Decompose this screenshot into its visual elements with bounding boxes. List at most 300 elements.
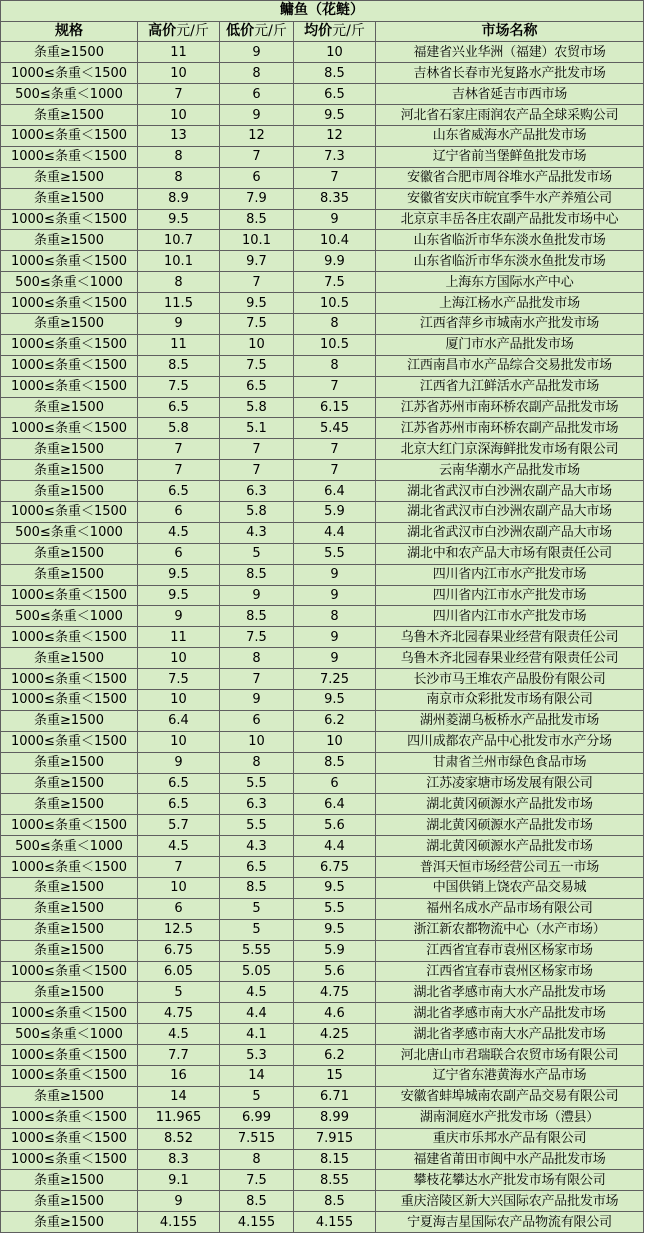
market-cell: 乌鲁木齐北园春果业经营有限责任公司 [376,648,644,669]
avg-price-cell: 6 [294,773,376,794]
market-cell: 安徽省蚌埠城南农副产品交易有限公司 [376,1086,644,1107]
spec-cell: 条重≥1500 [1,773,138,794]
avg-price-cell: 6.75 [294,857,376,878]
low-price-cell: 9 [220,690,294,711]
high-price-cell: 5.7 [138,815,220,836]
table-row [1,1003,644,1024]
market-cell: 安徽省安庆市皖宜季牛水产养殖公司 [376,188,644,209]
market-cell: 江西南昌市水产品综合交易批发市场 [376,355,644,376]
table-row [1,731,644,752]
table-row [1,1107,644,1128]
spec-cell: 1000≤条重＜1500 [1,627,138,648]
low-price-cell: 9 [220,42,294,63]
high-price-cell: 6 [138,898,220,919]
spec-cell: 1000≤条重＜1500 [1,1128,138,1149]
avg-price-cell: 8.5 [294,752,376,773]
high-price-cell: 9 [138,1191,220,1212]
market-cell: 湖北黄冈硕源水产品批发市场 [376,794,644,815]
market-cell: 云南华潮水产品批发市场 [376,460,644,481]
table-row [1,501,644,522]
spec-cell: 1000≤条重＜1500 [1,1003,138,1024]
spec-cell: 1000≤条重＜1500 [1,669,138,690]
low-price-cell: 10 [220,731,294,752]
market-cell: 福州名成水产品市场有限公司 [376,898,644,919]
low-price-cell: 5.5 [220,773,294,794]
market-cell: 湖北黄冈硕源水产品批发市场 [376,836,644,857]
avg-price-cell: 10.4 [294,230,376,251]
table-row [1,1024,644,1045]
avg-price-cell: 7 [294,376,376,397]
low-price-cell: 5 [220,543,294,564]
table-row [1,481,644,502]
high-price-cell: 9.5 [138,209,220,230]
table-row [1,460,644,481]
low-price-cell: 4.1 [220,1024,294,1045]
spec-cell: 500≤条重＜1000 [1,1024,138,1045]
spec-cell: 条重≥1500 [1,919,138,940]
table-row [1,105,644,126]
table-row [1,752,644,773]
avg-price-cell: 7 [294,167,376,188]
low-price-cell: 5.8 [220,501,294,522]
high-price-cell: 9.5 [138,585,220,606]
avg-price-cell: 9.5 [294,919,376,940]
market-cell: 四川省内江市水产批发市场 [376,585,644,606]
high-price-cell: 12.5 [138,919,220,940]
high-price-cell: 7 [138,84,220,105]
avg-price-cell: 5.5 [294,543,376,564]
avg-price-cell: 9 [294,585,376,606]
high-price-cell: 14 [138,1086,220,1107]
spec-cell: 条重≥1500 [1,1086,138,1107]
high-price-cell: 7.5 [138,376,220,397]
spec-cell: 条重≥1500 [1,878,138,899]
market-cell: 四川成都农产品中心批发市水产分场 [376,731,644,752]
market-cell: 中国供销上饶农产品交易城 [376,878,644,899]
market-cell: 湖州菱湖乌板桥水产品批发市场 [376,710,644,731]
high-price-cell: 9.1 [138,1170,220,1191]
table-row [1,63,644,84]
avg-price-cell: 7.25 [294,669,376,690]
header-low-unit: 元/斤 [254,22,287,39]
high-price-cell: 8 [138,272,220,293]
avg-price-cell: 6.15 [294,397,376,418]
high-price-cell: 8 [138,167,220,188]
avg-price-cell: 9.5 [294,690,376,711]
market-cell: 江苏省苏州市南环桥农副产品批发市场 [376,397,644,418]
avg-price-cell: 8 [294,606,376,627]
avg-price-cell: 8 [294,313,376,334]
table-row [1,606,644,627]
high-price-cell: 7 [138,460,220,481]
high-price-cell: 10 [138,63,220,84]
table-row [1,961,644,982]
market-cell: 山东省威海水产品批发市场 [376,125,644,146]
high-price-cell: 8.52 [138,1128,220,1149]
market-cell: 攀枝花攀达水产批发市场有限公司 [376,1170,644,1191]
high-price-cell: 9.5 [138,564,220,585]
table-row [1,898,644,919]
low-price-cell: 4.155 [220,1212,294,1233]
table-row [1,940,644,961]
high-price-cell: 11.5 [138,293,220,314]
avg-price-cell: 9 [294,627,376,648]
spec-cell: 条重≥1500 [1,898,138,919]
table-row [1,982,644,1003]
spec-cell: 1000≤条重＜1500 [1,501,138,522]
low-price-cell: 7 [220,439,294,460]
spec-cell: 条重≥1500 [1,648,138,669]
avg-price-cell: 5.6 [294,961,376,982]
avg-price-cell: 7.915 [294,1128,376,1149]
spec-cell: 1000≤条重＜1500 [1,251,138,272]
market-cell: 湖北省武汉市白沙洲农副产品大市场 [376,501,644,522]
avg-price-cell: 10.5 [294,334,376,355]
low-price-cell: 5.3 [220,1045,294,1066]
spec-cell: 条重≥1500 [1,794,138,815]
high-price-cell: 6.5 [138,773,220,794]
spec-cell: 条重≥1500 [1,1212,138,1233]
avg-price-cell: 6.4 [294,481,376,502]
table-row [1,355,644,376]
spec-cell: 条重≥1500 [1,42,138,63]
market-cell: 江西省宜春市袁州区杨家市场 [376,940,644,961]
low-price-cell: 4.3 [220,522,294,543]
high-price-cell: 8 [138,146,220,167]
high-price-cell: 13 [138,125,220,146]
table-row [1,313,644,334]
high-price-cell: 6.75 [138,940,220,961]
avg-price-cell: 7 [294,439,376,460]
avg-price-cell: 4.4 [294,522,376,543]
low-price-cell: 9 [220,585,294,606]
low-price-cell: 7.5 [220,355,294,376]
high-price-cell: 7 [138,857,220,878]
market-cell: 甘肃省兰州市绿色食品市场 [376,752,644,773]
spec-cell: 1000≤条重＜1500 [1,376,138,397]
low-price-cell: 7.5 [220,1170,294,1191]
market-cell: 河北省石家庄雨润农产品全球采购公司 [376,105,644,126]
spec-cell: 条重≥1500 [1,564,138,585]
table-title: 鳙鱼（花鲢） [1,1,644,22]
high-price-cell: 8.9 [138,188,220,209]
market-cell: 厦门市水产品批发市场 [376,334,644,355]
high-price-cell: 6.5 [138,397,220,418]
low-price-cell: 6.3 [220,481,294,502]
table-row [1,919,644,940]
market-cell: 吉林省长春市光复路水产批发市场 [376,63,644,84]
avg-price-cell: 8.35 [294,188,376,209]
high-price-cell: 4.5 [138,522,220,543]
spec-cell: 1000≤条重＜1500 [1,418,138,439]
avg-price-cell: 6.5 [294,84,376,105]
low-price-cell: 6.99 [220,1107,294,1128]
spec-cell: 1000≤条重＜1500 [1,690,138,711]
low-price-cell: 7 [220,460,294,481]
spec-cell: 1000≤条重＜1500 [1,63,138,84]
avg-price-cell: 6.4 [294,794,376,815]
market-cell: 普洱天恒市场经营公司五一市场 [376,857,644,878]
spec-cell: 1000≤条重＜1500 [1,857,138,878]
high-price-cell: 11.965 [138,1107,220,1128]
high-price-cell: 10 [138,690,220,711]
table-row [1,334,644,355]
high-price-cell: 11 [138,334,220,355]
market-cell: 重庆涪陵区新大兴国际农产品批发市场 [376,1191,644,1212]
title-row [1,1,644,22]
table-row [1,648,644,669]
avg-price-cell: 8.5 [294,63,376,84]
avg-price-cell: 4.75 [294,982,376,1003]
low-price-cell: 7.5 [220,627,294,648]
spec-cell: 条重≥1500 [1,397,138,418]
avg-price-cell: 6.2 [294,1045,376,1066]
table-row [1,1149,644,1170]
market-cell: 湖北省孝感市南大水产品批发市场 [376,982,644,1003]
table-row [1,397,644,418]
low-price-cell: 6.3 [220,794,294,815]
table-row [1,690,644,711]
market-cell: 江苏凌家塘市场发展有限公司 [376,773,644,794]
spec-cell: 条重≥1500 [1,1191,138,1212]
table-row [1,794,644,815]
table-row [1,564,644,585]
avg-price-cell: 4.155 [294,1212,376,1233]
high-price-cell: 16 [138,1066,220,1087]
market-cell: 辽宁省前当堡鲜鱼批发市场 [376,146,644,167]
avg-price-cell: 7.3 [294,146,376,167]
header-low-price: 低价元/斤 [220,21,294,42]
high-price-cell: 4.155 [138,1212,220,1233]
market-cell: 湖北省武汉市白沙洲农副产品大市场 [376,481,644,502]
low-price-cell: 6 [220,167,294,188]
market-cell: 湖南洞庭水产批发市场（澧县） [376,1107,644,1128]
high-price-cell: 4.5 [138,1024,220,1045]
avg-price-cell: 8.99 [294,1107,376,1128]
high-price-cell: 6 [138,543,220,564]
high-price-cell: 5 [138,982,220,1003]
low-price-cell: 5 [220,898,294,919]
table-row [1,439,644,460]
low-price-cell: 4.5 [220,982,294,1003]
low-price-cell: 5.5 [220,815,294,836]
low-price-cell: 8.5 [220,606,294,627]
low-price-cell: 14 [220,1066,294,1087]
spec-cell: 条重≥1500 [1,105,138,126]
spec-cell: 1000≤条重＜1500 [1,731,138,752]
header-avg-unit: 元/斤 [332,22,365,39]
low-price-cell: 9.7 [220,251,294,272]
spec-cell: 1000≤条重＜1500 [1,961,138,982]
market-cell: 江苏省苏州市南环桥农副产品批发市场 [376,418,644,439]
table-row [1,376,644,397]
spec-cell: 1000≤条重＜1500 [1,146,138,167]
low-price-cell: 7 [220,272,294,293]
market-cell: 北京京丰岳各庄农副产品批发市场中心 [376,209,644,230]
spec-cell: 条重≥1500 [1,1170,138,1191]
market-cell: 福建省莆田市闽中水产品批发市场 [376,1149,644,1170]
table-row [1,669,644,690]
high-price-cell: 9 [138,752,220,773]
high-price-cell: 7 [138,439,220,460]
table-row [1,1128,644,1149]
table-row [1,522,644,543]
market-cell: 辽宁省东港黄海水产品市场 [376,1066,644,1087]
low-price-cell: 7.9 [220,188,294,209]
market-cell: 湖北省武汉市白沙洲农副产品大市场 [376,522,644,543]
low-price-cell: 8.5 [220,209,294,230]
table-row [1,543,644,564]
spec-cell: 500≤条重＜1000 [1,272,138,293]
market-cell: 江西省宜春市袁州区杨家市场 [376,961,644,982]
market-cell: 湖北中和农产品大市场有限责任公司 [376,543,644,564]
market-cell: 四川省内江市水产批发市场 [376,564,644,585]
spec-cell: 条重≥1500 [1,481,138,502]
high-price-cell: 6.05 [138,961,220,982]
table-row [1,710,644,731]
avg-price-cell: 5.6 [294,815,376,836]
spec-cell: 1000≤条重＜1500 [1,1107,138,1128]
market-cell: 北京大红门京深海鲜批发市场有限公司 [376,439,644,460]
low-price-cell: 5 [220,919,294,940]
low-price-cell: 7 [220,146,294,167]
table-row [1,251,644,272]
table-row [1,1191,644,1212]
avg-price-cell: 10 [294,731,376,752]
table-row [1,42,644,63]
spec-cell: 条重≥1500 [1,439,138,460]
low-price-cell: 6.5 [220,857,294,878]
low-price-cell: 6 [220,710,294,731]
avg-price-cell: 12 [294,125,376,146]
high-price-cell: 8.5 [138,355,220,376]
high-price-cell: 10 [138,878,220,899]
market-cell: 乌鲁木齐北园春果业经营有限责任公司 [376,627,644,648]
avg-price-cell: 5.45 [294,418,376,439]
high-price-cell: 4.5 [138,836,220,857]
table-row [1,293,644,314]
low-price-cell: 8 [220,63,294,84]
market-cell: 重庆市乐邦水产品有限公司 [376,1128,644,1149]
spec-cell: 条重≥1500 [1,167,138,188]
spec-cell: 1000≤条重＜1500 [1,1045,138,1066]
high-price-cell: 11 [138,627,220,648]
low-price-cell: 8.5 [220,564,294,585]
avg-price-cell: 4.25 [294,1024,376,1045]
spec-cell: 500≤条重＜1000 [1,84,138,105]
market-cell: 安徽省合肥市周谷堆水产品批发市场 [376,167,644,188]
low-price-cell: 5.1 [220,418,294,439]
market-cell: 湖北省孝感市南大水产品批发市场 [376,1003,644,1024]
low-price-cell: 9 [220,105,294,126]
spec-cell: 500≤条重＜1000 [1,522,138,543]
spec-cell: 1000≤条重＜1500 [1,585,138,606]
header-row [1,21,644,42]
spec-cell: 1000≤条重＜1500 [1,293,138,314]
table-row [1,815,644,836]
market-cell: 上海江杨水产品批发市场 [376,293,644,314]
header-high-price: 高价元/斤 [138,21,220,42]
spec-cell: 条重≥1500 [1,188,138,209]
table-row [1,627,644,648]
header-avg-price: 均价元/斤 [294,21,376,42]
low-price-cell: 10 [220,334,294,355]
market-cell: 山东省临沂市华东淡水鱼批发市场 [376,251,644,272]
avg-price-cell: 4.4 [294,836,376,857]
table-row [1,773,644,794]
avg-price-cell: 10.5 [294,293,376,314]
spec-cell: 1000≤条重＜1500 [1,1149,138,1170]
table-row [1,585,644,606]
low-price-cell: 8 [220,752,294,773]
low-price-cell: 8.5 [220,878,294,899]
spec-cell: 条重≥1500 [1,940,138,961]
low-price-cell: 7 [220,669,294,690]
high-price-cell: 6.4 [138,710,220,731]
high-price-cell: 10.7 [138,230,220,251]
market-cell: 湖北省孝感市南大水产品批发市场 [376,1024,644,1045]
market-cell: 浙江新农都物流中心（水产市场） [376,919,644,940]
spec-cell: 条重≥1500 [1,460,138,481]
table-row [1,84,644,105]
avg-price-cell: 7.5 [294,272,376,293]
spec-cell: 条重≥1500 [1,710,138,731]
avg-price-cell: 15 [294,1066,376,1087]
table-row [1,418,644,439]
spec-cell: 1000≤条重＜1500 [1,1066,138,1087]
low-price-cell: 4.3 [220,836,294,857]
low-price-cell: 12 [220,125,294,146]
avg-price-cell: 6.71 [294,1086,376,1107]
avg-price-cell: 9 [294,564,376,585]
table-row [1,146,644,167]
spec-cell: 500≤条重＜1000 [1,606,138,627]
spec-cell: 条重≥1500 [1,543,138,564]
table-row [1,230,644,251]
avg-price-cell: 5.9 [294,501,376,522]
low-price-cell: 6.5 [220,376,294,397]
header-high-unit: 元/斤 [176,22,209,39]
table-row [1,125,644,146]
high-price-cell: 11 [138,42,220,63]
high-price-cell: 10 [138,105,220,126]
avg-price-cell: 4.6 [294,1003,376,1024]
market-cell: 宁夏海吉星国际农产品物流有限公司 [376,1212,644,1233]
spec-cell: 条重≥1500 [1,313,138,334]
market-cell: 长沙市马王堆农产品股份有限公司 [376,669,644,690]
header-spec: 规格 [1,21,138,42]
low-price-cell: 5.55 [220,940,294,961]
avg-price-cell: 5.5 [294,898,376,919]
spec-cell: 条重≥1500 [1,752,138,773]
spec-cell: 条重≥1500 [1,982,138,1003]
high-price-cell: 7.5 [138,669,220,690]
header-market: 市场名称 [376,21,644,42]
spec-cell: 1000≤条重＜1500 [1,209,138,230]
high-price-cell: 6.5 [138,794,220,815]
market-cell: 四川省内江市水产批发市场 [376,606,644,627]
low-price-cell: 6 [220,84,294,105]
market-cell: 吉林省延吉市西市场 [376,84,644,105]
market-cell: 江西省萍乡市城南水产批发市场 [376,313,644,334]
avg-price-cell: 5.9 [294,940,376,961]
high-price-cell: 4.75 [138,1003,220,1024]
table-row [1,209,644,230]
avg-price-cell: 9.5 [294,105,376,126]
market-cell: 南京市众彩批发市场有限公司 [376,690,644,711]
spec-cell: 1000≤条重＜1500 [1,355,138,376]
high-price-cell: 9 [138,313,220,334]
